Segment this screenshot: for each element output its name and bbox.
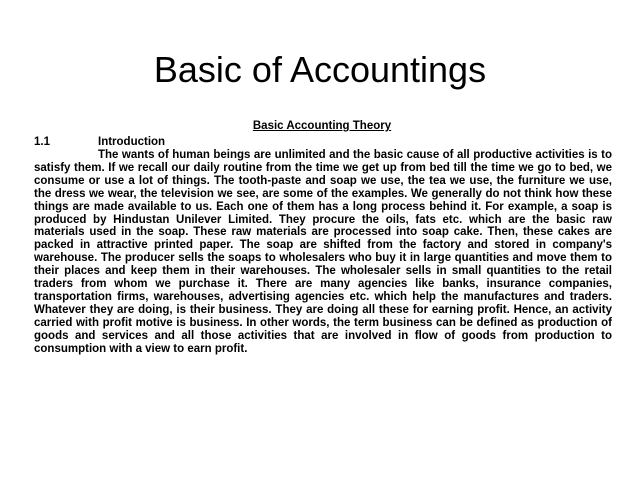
section-number: 1.1 — [34, 136, 50, 148]
section-heading — [34, 135, 165, 149]
slide-subtitle: Basic Accounting Theory — [252, 120, 392, 132]
section-title: Introduction — [98, 136, 166, 148]
body-paragraph: The wants of human beings are unlimited and the basic cause of all productive activities is to satisfy them. If we recall our daily routine from the time we get up from bed till the time we go to bed, we consume or use a lot of things. The tooth-paste and soap we use, the tea we use, the furniture we use, the dress we wear, the television we see, are some of the examples. We generally do not think how these things are made available to us. Each one of them has a long process behind it. For example, a soap is produced by Hindustan Unilever Limited. They procure the oils, fats etc. which are the basic raw materials used in the soap. These raw materials are processed into soap cake. Then, these cakes are packed in attractive printed paper. The soap are shifted from the factory and stored in company's warehouse. The producer sells the soaps to wholesalers who buy it in large quantities and move them to their places and keep them in their warehouses. The wholesaler sells in small quantities to the retail traders from whom we purchase it. There are many agencies like banks, insurance companies, transportation firms, warehouses, advertising agencies etc. which help the manufactures and traders. Whatever they are doing, is their business. They are doing all these for earning profit. Hence, an activity carried with profit motive is business. In other words, the term business can be defined as production of goods and services and all those activities that are involved in flow of goods from production to consumption with a view to earn profit. — [34, 149, 612, 355]
slide-title: Basic of Accountings — [153, 49, 487, 90]
